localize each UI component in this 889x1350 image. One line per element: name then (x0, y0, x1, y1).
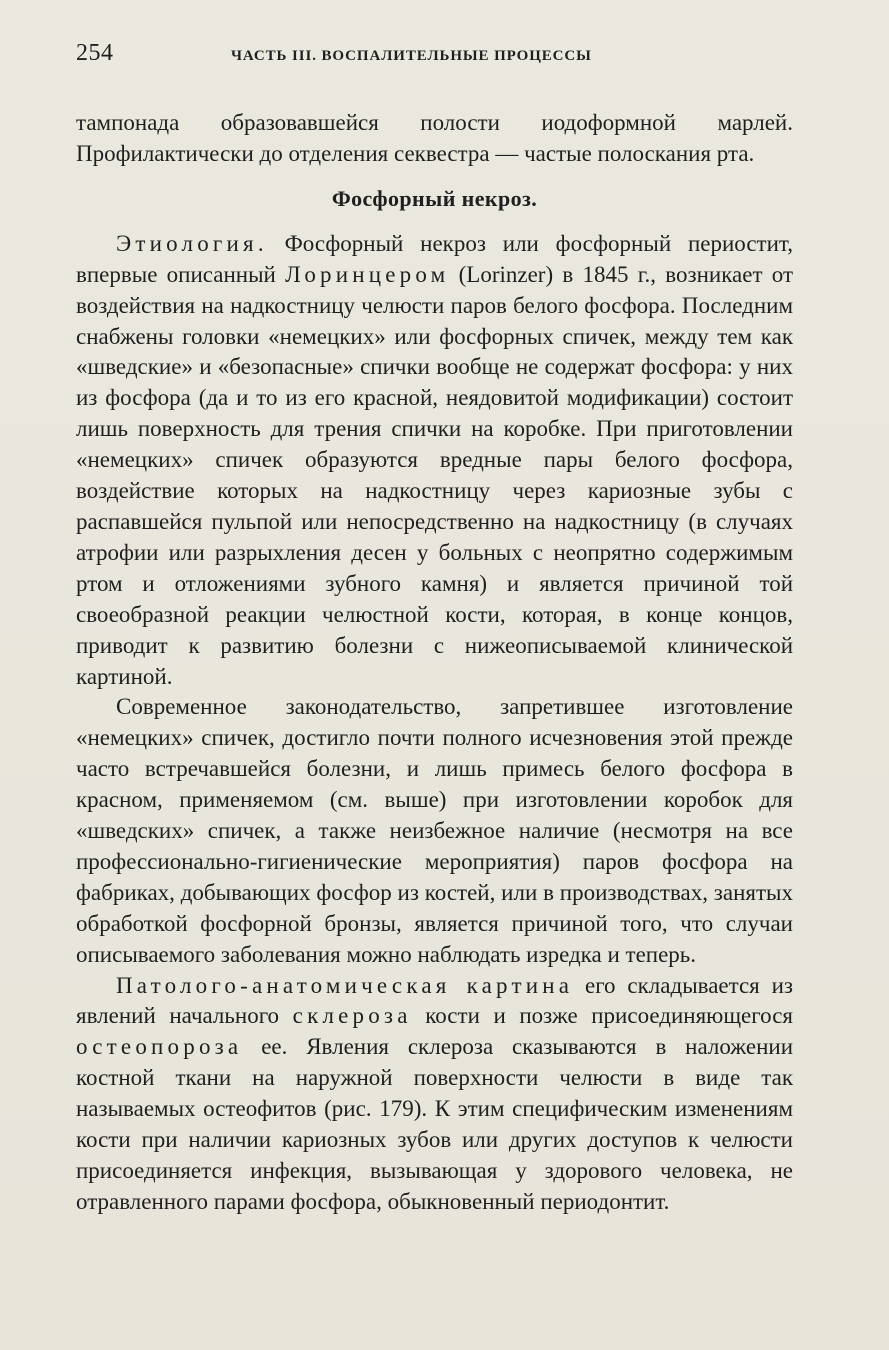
pathology-label: Патолого-анатомическая картина (116, 972, 574, 998)
running-head (76, 40, 793, 74)
continuation-paragraph: тампонада образовавшейся полости иодоформной марлей. Профилактически до отделения секвестра — частые полоскания рта. (76, 110, 793, 166)
pathology-text-c: ее. Явления склероза сказываются в наложении костной ткани на наружной поверхности челюсти в виде так называемых остеофитов (рис. 179). К этим специфическим изменениям кости при наличии кариозных зубов или других доступов к челюсти присоединяется инфекция, вызывающая у здорового человека, не отравленного парами фосфора, обыкновенный периодонтит. (76, 1034, 793, 1214)
pathology-text-b: кости и позже присоединяющегося (411, 1003, 793, 1029)
author-name: Лоринцером (285, 261, 450, 287)
part-title: ЧАСТЬ III. ВОСПАЛИТЕЛЬНЫЕ ПРОЦЕССЫ (231, 48, 592, 64)
page-number: 254 (76, 40, 114, 66)
etiology-paragraph (76, 229, 793, 693)
pathology-text-a: его складывается из явлений начального (76, 972, 794, 1029)
pathology-paragraph (76, 971, 793, 1218)
etiology-text-b: (Lorinzer) в 1845 г., возникает от воздействия на надкостницу челюсти паров белого фосфора. Последним снабжены головки «немецких» или фосфорных спичек, между тем как «шведские» и «безопасные» спички вообще не содержат фосфора: у них из фосфора (да и то из его красной, неядовитой модификации) состоит лишь поверхность для трения спички на коробке. При приготовлении «немецких» спичек образуются вредные пары белого фосфора, воздействие которых на надкостницу через кариозные зубы с распавшейся пульпой или непосредственно на надкостницу (в случаях атрофии или разрыхления десен у больных с неопрятно содержимым ртом и отложениями зубного камня) и является причиной той своеобразной реакции челюстной кости, которая, в конце концов, приводит к развитию болезни с нижеописываемой клинической картиной. (76, 261, 794, 689)
legislation-paragraph: Современное законодательство, запретившее изготовление «немецких» спичек, достигло почти полного исчезновения этой прежде часто встречавшейся болезни, и лишь примесь белого фосфора в красном, применяемом (см. выше) при изготовлении коробок для «шведских» спичек, а также неизбежное наличие (несмотря на все профессионально-гигиенические мероприятия) паров фосфора на фабриках, добывающих фосфор из костей, или в производствах, занятых обработкой фосфорной бронзы, является причиной того, что случаи описываемого заболевания можно наблюдать изредка и теперь. (76, 694, 793, 967)
etiology-label: Этиология. (116, 230, 268, 256)
sclerosis-term: склероза (292, 1003, 412, 1029)
etiology-text-a: Фосфорный некроз или фосфорный периостит, впервые описанный (76, 230, 793, 287)
body-text (76, 108, 793, 1218)
osteoporosis-term: остеопороза (76, 1034, 243, 1060)
section-title: Фосфорный некроз. (331, 185, 538, 211)
